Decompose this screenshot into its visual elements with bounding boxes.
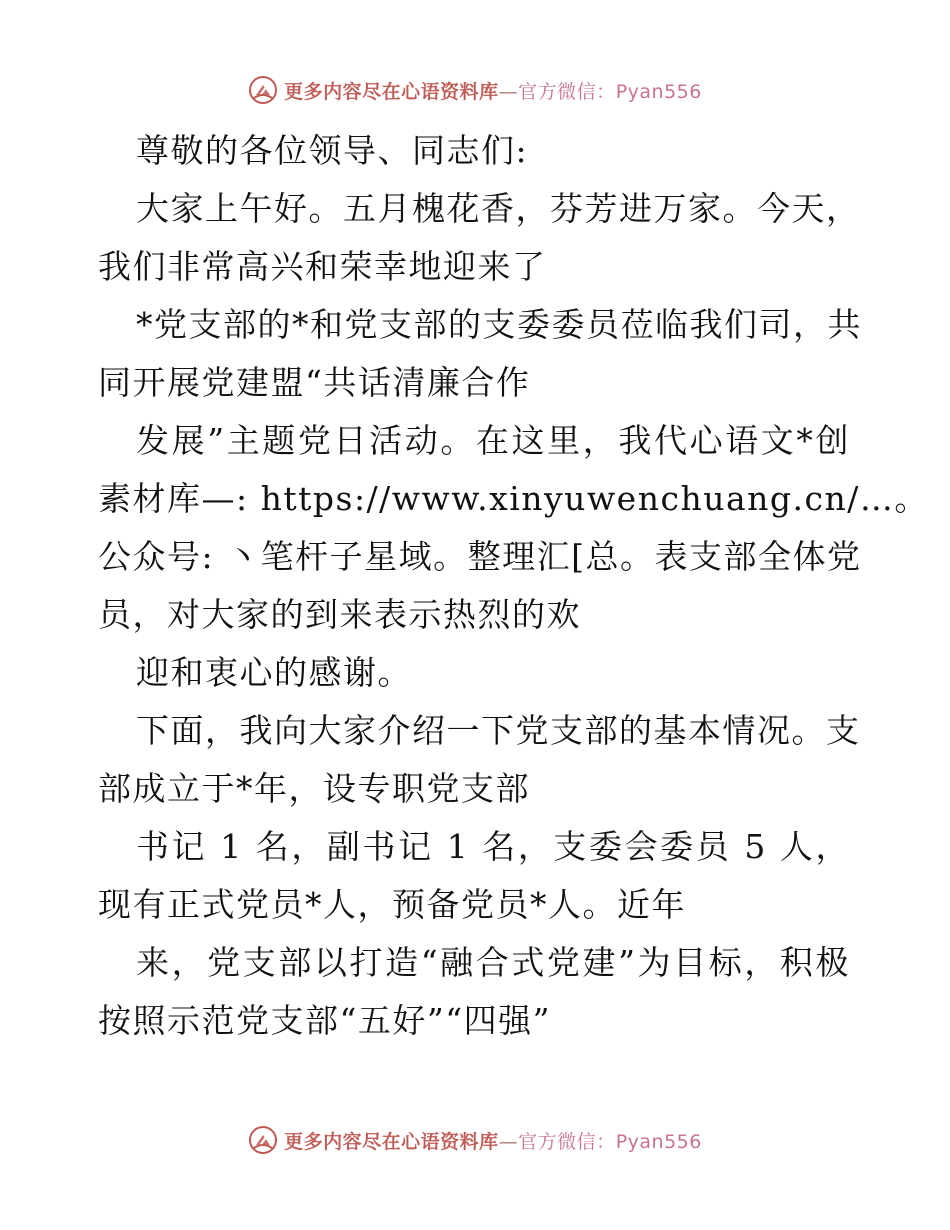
watermark-brand-text: 更多内容尽在心语资料库	[284, 1130, 499, 1153]
paragraph-line: 按照示范党支部“五好”“四强”	[98, 1001, 551, 1040]
paragraph-line: 大家上午好。五月槐花香，芬芳进万家。今天，	[136, 189, 861, 228]
paragraph-line: 公众号: 丶笔杆子星域。整理汇[总。表支部全体党	[98, 537, 862, 576]
salutation-line: 尊敬的各位领导、同志们:	[136, 131, 529, 170]
paragraph-line: 迎和衷心的感谢。	[136, 653, 412, 692]
paragraph-line: 现有正式党员*人，预备党员*人。近年	[98, 885, 686, 924]
book-pen-logo-icon	[248, 75, 278, 105]
watermark-contact-label: 官方微信：	[518, 80, 616, 103]
paragraph-line: 我们非常高兴和荣幸地迎来了	[98, 247, 547, 286]
paragraph-line: 书记 1 名，副书记 1 名，支委会委员 5 人，	[136, 827, 850, 866]
paragraph-line: 来，党支部以打造“融合式党建”为目标，积极	[136, 943, 850, 982]
watermark-header	[0, 70, 950, 110]
paragraph-line: 下面，我向大家介绍一下党支部的基本情况。支	[136, 711, 861, 750]
watermark-brand-text: 更多内容尽在心语资料库	[284, 80, 499, 103]
paragraph-line: *党支部的*和党支部的支委委员莅临我们司，共	[136, 305, 862, 344]
paragraph-line: 素材库—: https://www.xinyuwenchuang.cn/…。	[98, 479, 929, 518]
paragraph-line: 部成立于*年，设专职党支部	[98, 769, 530, 808]
paragraph-line: 员，对大家的到来表示热烈的欢	[98, 595, 581, 634]
paragraph-line: 同开展党建盟“共话清廉合作	[98, 363, 531, 402]
watermark-dash: —	[498, 80, 519, 103]
watermark-contact-label: 官方微信：	[518, 1130, 616, 1153]
watermark-dash: —	[498, 1130, 519, 1153]
watermark-contact-value: Pyan556	[615, 1130, 702, 1153]
book-pen-logo-icon	[248, 1125, 278, 1155]
watermark-footer	[0, 1120, 950, 1160]
watermark-contact-value: Pyan556	[615, 80, 702, 103]
document-body	[98, 122, 929, 1050]
paragraph-line: 发展”主题党日活动。在这里，我代心语文*创	[136, 421, 850, 460]
